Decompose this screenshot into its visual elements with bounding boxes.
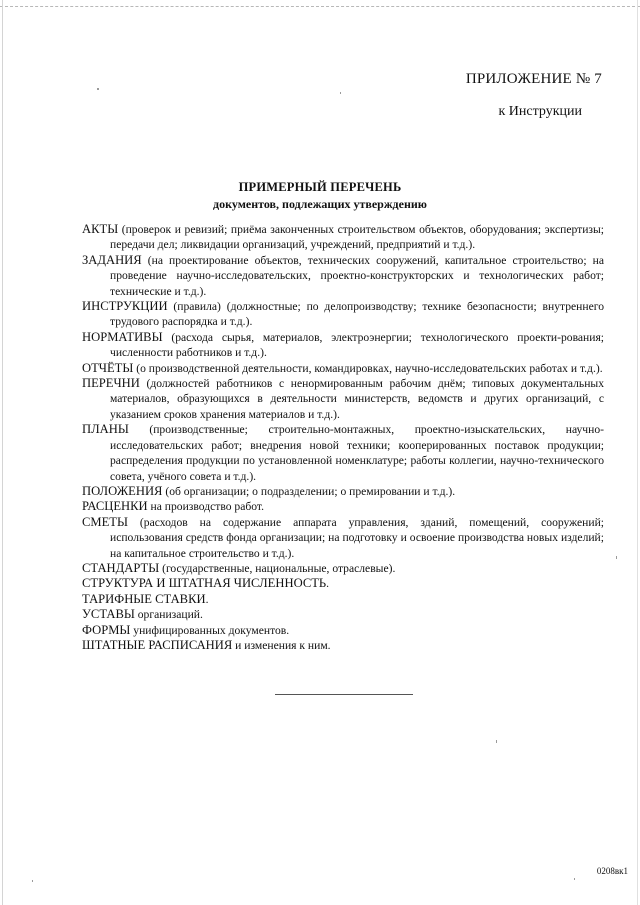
list-item-text: организаций. <box>134 608 203 622</box>
list-item-key: СТРУКТУРА И ШТАТНАЯ ЧИСЛЕННОСТЬ <box>82 576 327 591</box>
closing-rule <box>275 694 413 695</box>
scan-speck <box>616 556 617 559</box>
list-item-key: ШТАТНЫЕ РАСПИСАНИЯ <box>82 637 233 652</box>
scan-speck <box>496 740 497 743</box>
scan-edge-top <box>0 6 640 7</box>
list-item-key: РАСЦЕНКИ <box>82 499 148 514</box>
list-item-charters <box>82 607 604 622</box>
list-item-key: ПОЛОЖЕНИЯ <box>82 483 163 498</box>
list-item-acts <box>82 222 604 253</box>
list-item-text: (государственные, национальные, отраслевые). <box>159 561 396 575</box>
list-item-key: ПЛАНЫ <box>82 422 129 437</box>
list-item-estimates <box>82 515 604 561</box>
list-item-reports <box>82 361 604 376</box>
list-item-tasks <box>82 253 604 299</box>
list-item-key: ОТЧЁТЫ <box>82 360 134 375</box>
list-item-structure <box>82 576 604 591</box>
list-item-staffing <box>82 638 604 653</box>
list-item-text: (об организации; о подразделении; о премировании и т.д.). <box>162 484 456 498</box>
list-item-norms <box>82 330 604 361</box>
list-item-instructions <box>82 299 604 330</box>
list-item-key: ЗАДАНИЯ <box>82 252 142 267</box>
list-item-text: унифицированных документов. <box>130 623 290 637</box>
appendix-number: ПРИЛОЖЕНИЕ № 7 <box>465 71 602 87</box>
list-item-text: (производственные; строительно-монтажных, проектно-изыскательских, научно-исследовательских работ; внедрения новой техники; кооперированных поставок продукции; распределения продукции по установленной номенклатуре; работы коллегии, научно-технического совета, учёного совета и т.д.). <box>110 423 604 483</box>
instruction-reference: к Инструкции <box>498 104 582 119</box>
list-item-key: СМЕТЫ <box>82 514 128 529</box>
scan-edge-right <box>637 0 638 905</box>
list-item-key: АКТЫ <box>82 222 119 236</box>
document-subtitle: документов, подлежащих утверждению <box>213 197 427 211</box>
list-item-key: ТАРИФНЫЕ СТАВКИ <box>82 591 206 606</box>
list-item-standards <box>82 561 604 576</box>
list-item-plans <box>82 422 604 484</box>
list-item-key: УСТАВЫ <box>82 607 135 622</box>
list-item-key: ИНСТРУКЦИИ <box>82 299 168 314</box>
list-item-text: на производство работ. <box>147 500 265 514</box>
list-item-key: ФОРМЫ <box>82 622 131 637</box>
list-item-text: (проверок и ревизий; приёма законченных строительством объектов, оборудования; экспертизы; передачи дел; ликвидации организаций, учреждений, предприятий и т.д.). <box>110 223 604 252</box>
list-item-tariffs <box>82 592 604 607</box>
list-item-text: (на проектирование объектов, технических сооружений, капитальное строительство; на проведение научно-исследовательских, проектно-конструкторских и технологических работ; технические и т.д.). <box>110 253 604 298</box>
list-item-text: . <box>205 592 209 606</box>
document-code: 0208вк1 <box>596 866 628 876</box>
scan-speck <box>32 880 33 882</box>
list-item-key: СТАНДАРТЫ <box>82 560 160 575</box>
list-item-key: НОРМАТИВЫ <box>82 329 163 344</box>
list-item-forms <box>82 623 604 638</box>
list-item-text: и изменения к ним. <box>232 638 331 652</box>
scan-edge-left <box>2 0 3 905</box>
scan-speck <box>340 92 341 94</box>
list-item-lists <box>82 376 604 422</box>
list-item-text: (должностей работников с ненормированным рабочим днём; типовых документальных материалов, образующихся в деятельности министерств, ведомств и других организаций, с указанием сроков хранения материалов и т.д.). <box>110 377 604 421</box>
list-item-text: (расходов на содержание аппарата управления, зданий, помещений, сооружений; использования средств фонда организации; на подготовку и освоение производства новых изделий; на капитальное строительство и т.д.). <box>110 515 604 560</box>
list-item-text: . <box>326 577 330 591</box>
scan-speck <box>97 88 99 90</box>
document-list <box>82 222 604 653</box>
scan-speck <box>574 878 575 880</box>
list-item-text: (правила) (должностные; по делопроизводству; технике безопасности; внутреннего трудового распорядка и т.д.). <box>110 300 604 329</box>
list-item-key: ПЕРЕЧНИ <box>82 376 140 391</box>
document-title: ПРИМЕРНЫЙ ПЕРЕЧЕНЬ <box>238 180 402 194</box>
list-item-text: (расхода сырья, материалов, электроэнергии; технологического проекти-рования; численности работников и т.д.). <box>110 330 604 360</box>
list-item-rates <box>82 499 604 514</box>
list-item-regulations <box>82 484 604 499</box>
list-item-text: (о производственной деятельности, командировках, научно-исследовательских работах и т.д.). <box>133 361 603 375</box>
